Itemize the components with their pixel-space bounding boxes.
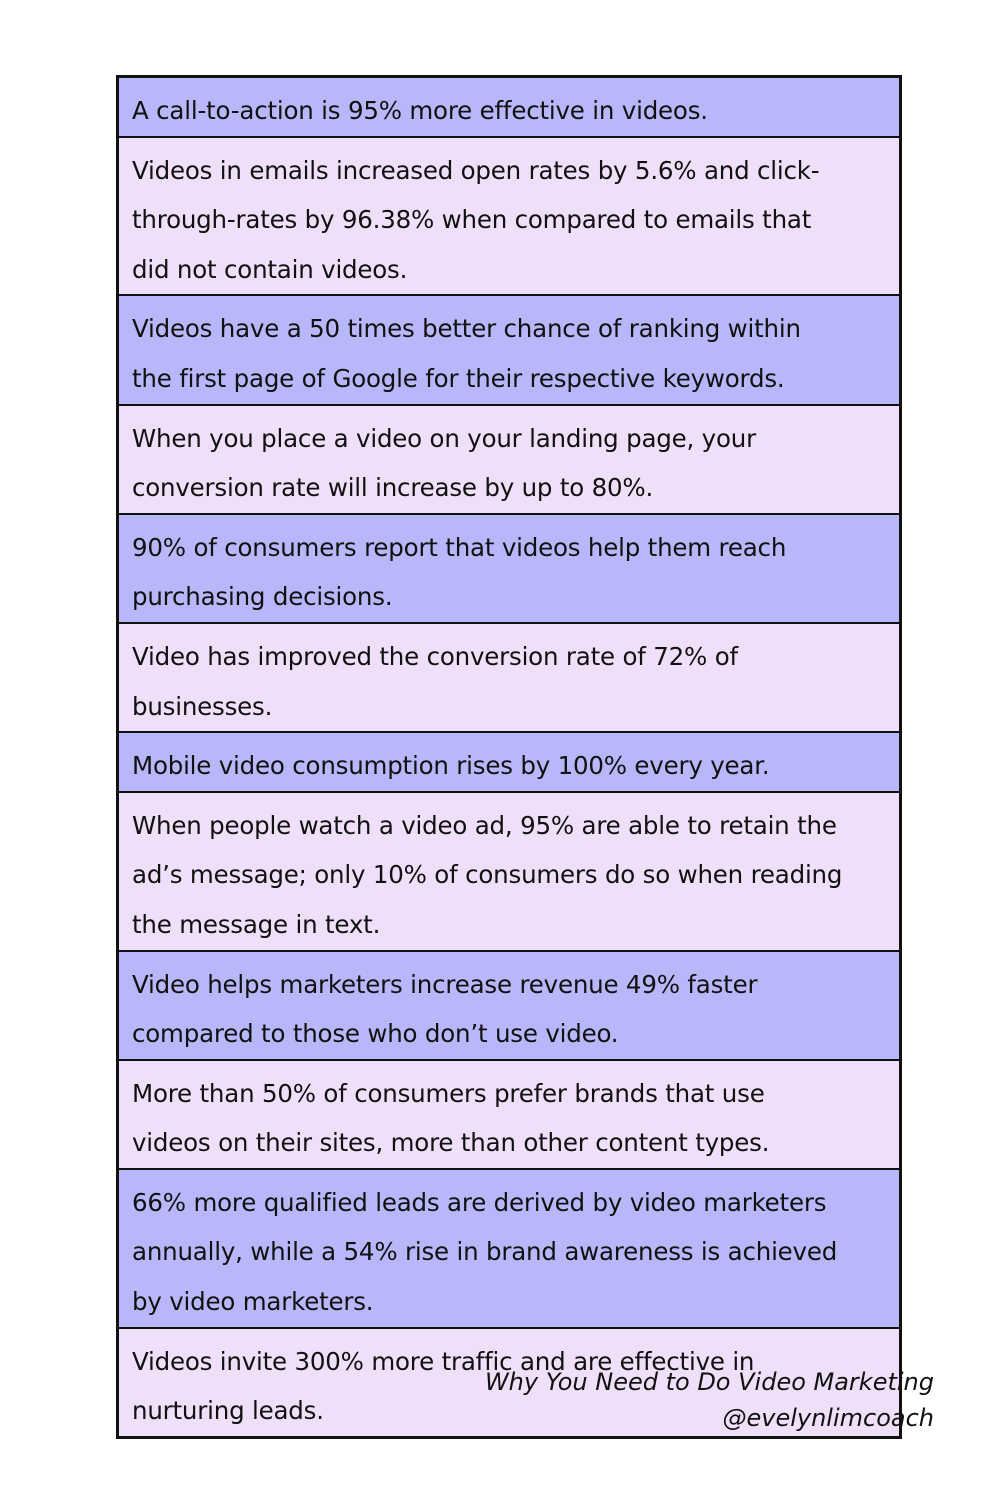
stat-row: [119, 296, 899, 405]
caption-title: Why You Need to Do Video Marketing: [484, 1368, 934, 1396]
stat-line: nurturing leads.: [132, 1396, 324, 1426]
stat-row: [119, 952, 899, 1061]
stat-line: by video marketers.: [132, 1287, 374, 1317]
stat-line: videos on their sites, more than other content types.: [132, 1128, 770, 1158]
stat-line: did not contain videos.: [132, 254, 408, 284]
stat-line: annually, while a 54% rise in brand awareness is achieved: [132, 1237, 838, 1267]
stat-line: 66% more qualified leads are derived by video marketers: [132, 1187, 827, 1217]
stat-row: [119, 78, 899, 138]
stat-line: the first page of Google for their respective keywords.: [132, 363, 785, 393]
stat-line: Videos invite 300% more traffic and are effective in: [132, 1346, 755, 1376]
caption-handle: @evelynlimcoach: [722, 1404, 934, 1432]
stat-line: A call-to-action is 95% more effective in videos.: [132, 96, 708, 125]
stat-row: [119, 515, 899, 624]
stat-line: More than 50% of consumers prefer brands that use: [132, 1078, 765, 1108]
stat-line: When you place a video on your landing page, your: [132, 423, 756, 453]
stat-line: conversion rate will increase by up to 80%.: [132, 473, 654, 503]
stat-row: [119, 624, 899, 733]
stat-row: [119, 733, 899, 793]
stat-line: through-rates by 96.38% when compared to emails that: [132, 205, 812, 235]
stat-row: [119, 793, 899, 952]
stat-row: [119, 406, 899, 515]
stat-line: purchasing decisions.: [132, 582, 393, 612]
stats-table: [116, 75, 902, 1439]
stat-row: [119, 1170, 899, 1329]
stat-row: [119, 1061, 899, 1170]
stat-line: the message in text.: [132, 909, 381, 939]
stat-line: 90% of consumers report that videos help them reach: [132, 532, 787, 562]
stat-line: compared to those who don’t use video.: [132, 1019, 619, 1049]
stat-line: When people watch a video ad, 95% are able to retain the: [132, 810, 837, 840]
stat-line: Mobile video consumption rises by 100% every year.: [132, 751, 770, 781]
stat-line: Videos in emails increased open rates by 5.6% and click-: [132, 155, 820, 185]
stat-line: Videos have a 50 times better chance of ranking within: [132, 314, 801, 344]
stat-line: businesses.: [132, 691, 273, 721]
stat-line: ad’s message; only 10% of consumers do so when reading: [132, 860, 843, 890]
caption: [485, 1364, 934, 1436]
stat-row: [119, 138, 899, 297]
stat-line: Video helps marketers increase revenue 49% faster: [132, 969, 758, 999]
stat-line: Video has improved the conversion rate of 72% of: [132, 641, 738, 671]
